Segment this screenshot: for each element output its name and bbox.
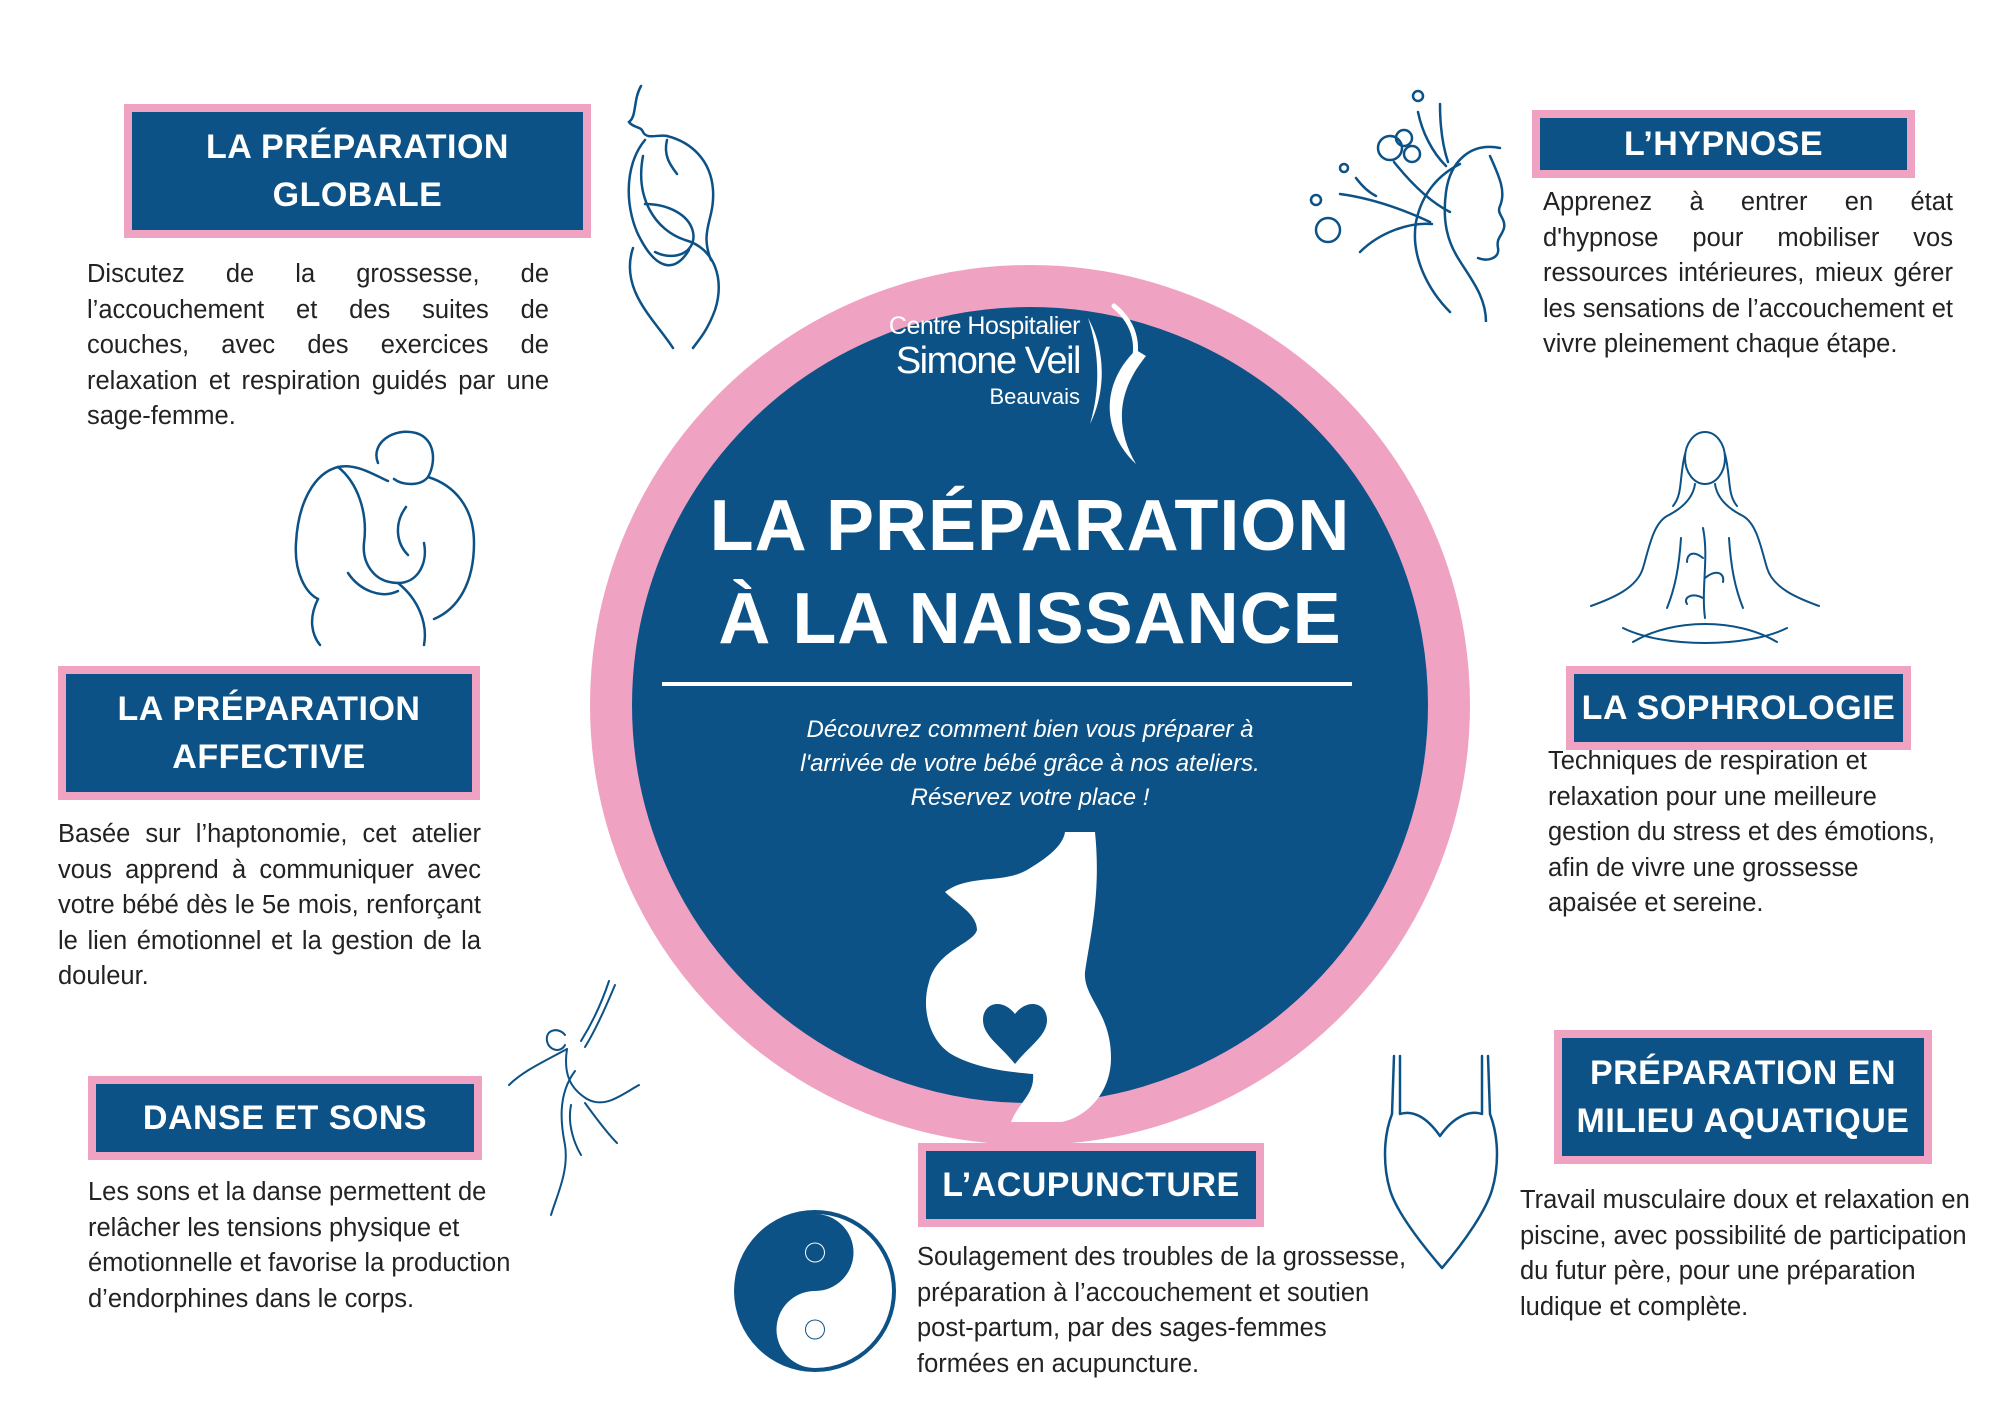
meditating-woman-lineart-icon	[1583, 428, 1828, 656]
aquatique-title-line1: PRÉPARATION EN	[1589, 1054, 1897, 1092]
center-title-line1: LA PRÉPARATION	[709, 486, 1351, 566]
danse-title-box	[88, 1076, 482, 1160]
center-subtitle-line1: Découvrez comment bien vous préparer à	[806, 716, 1254, 743]
danse-title: DANSE ET SONS	[142, 1099, 428, 1137]
woman-flowers-lineart-icon	[1300, 82, 1515, 322]
hypnose-title-box	[1532, 110, 1915, 178]
logo-line3: Beauvais	[989, 384, 1080, 409]
center-title-line2: À LA NAISSANCE	[718, 579, 1342, 659]
logo-line2: Simone Veil	[895, 340, 1080, 382]
aquatique-title-box	[1554, 1030, 1932, 1164]
affective-title-line1: LA PRÉPARATION	[117, 690, 421, 728]
yin-yang-icon	[732, 1208, 898, 1374]
aquatique-text: Travail musculaire doux et relaxation en piscine, avec possibilité de participation du futur père, pour une préparation ludique et complète.	[1520, 1186, 1970, 1321]
globale-title-box	[124, 104, 591, 238]
globale-text: Discutez de la grossesse, de l’accouchement et des suites de couches, avec des exercices de relaxation et respiration guidés par une sage-femme.	[87, 260, 549, 430]
pregnant-silhouette-icon	[915, 832, 1115, 1122]
logo-line1: Centre Hospitalier	[888, 312, 1080, 340]
sophrologie-text: Techniques de respiration et relaxation pour une meilleure gestion du stress et des émotions, afin de vivre une grossesse apaisée et sereine.	[1548, 747, 1935, 917]
globale-title-line1: LA PRÉPARATION	[206, 128, 509, 166]
aquatique-title-line2: MILIEU AQUATIQUE	[1576, 1102, 1910, 1140]
affective-title-box	[58, 666, 480, 800]
couple-lineart-icon	[278, 423, 483, 648]
swimsuit-lineart-icon	[1382, 1050, 1500, 1272]
sophrologie-title-box	[1566, 666, 1911, 750]
center-divider	[662, 682, 1352, 686]
acupuncture-title: L’ACUPUNCTURE	[942, 1166, 1240, 1204]
affective-title-line2: AFFECTIVE	[172, 738, 366, 776]
affective-text: Basée sur l’haptonomie, cet atelier vous apprend à communiquer avec votre bébé dès le 5e mois, renforçant le lien émotionnel et la gestion de la douleur.	[58, 820, 481, 990]
danse-text: Les sons et la danse permettent de relâcher les tensions physique et émotionnelle et favorise la production d’endorphines dans le corps.	[88, 1178, 511, 1313]
logo-swoosh-icon	[1080, 300, 1160, 470]
center-subtitle-line3: Réservez votre place !	[910, 784, 1150, 811]
acupuncture-text: Soulagement des troubles de la grossesse, préparation à l’accouchement et soutien post-partum, par des sages-femmes formées en acupuncture.	[917, 1243, 1407, 1378]
acupuncture-title-box	[918, 1143, 1264, 1227]
globale-title-line2: GLOBALE	[272, 176, 443, 214]
sophrologie-title: LA SOPHROLOGIE	[1581, 689, 1896, 727]
center-subtitle-line2: l'arrivée de votre bébé grâce à nos ateliers.	[800, 750, 1260, 777]
pregnant-woman-lineart-icon	[615, 80, 745, 350]
hypnose-text: Apprenez à entrer en état d'hypnose pour mobiliser vos ressources intérieures, mieux gérer les sensations de l’accouchement et vivre pleinement chaque étape.	[1543, 188, 1953, 358]
hypnose-title: L’HYPNOSE	[1623, 125, 1824, 163]
